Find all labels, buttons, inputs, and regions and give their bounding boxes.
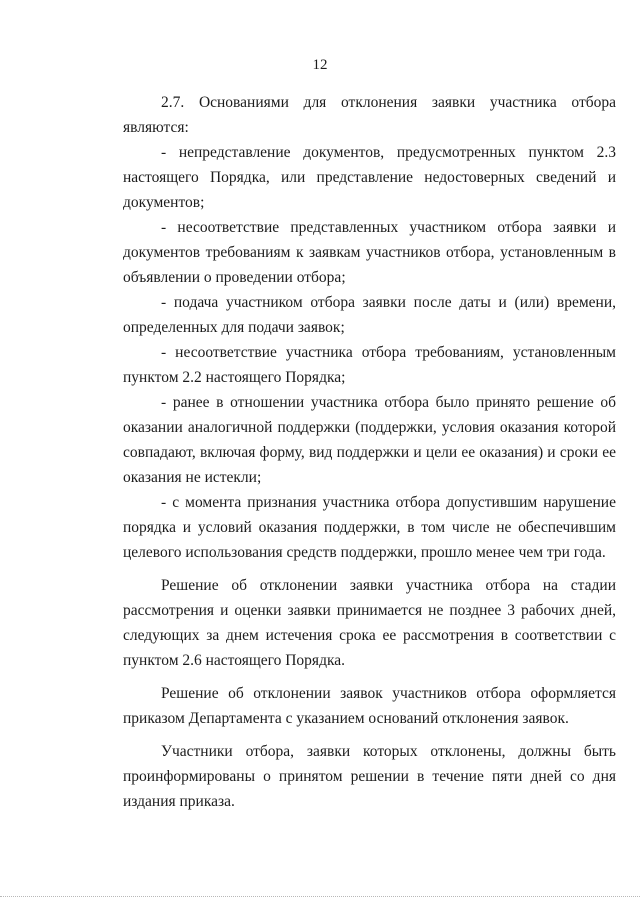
scan-edge-divider xyxy=(0,896,640,897)
document-body xyxy=(123,90,616,814)
paragraph: Решение об отклонении заявок участников отбора оформляется приказом Департамента с указанием оснований отклонения заявок. xyxy=(123,685,616,727)
paragraph: Решение об отклонении заявки участника отбора на стадии рассмотрения и оценки заявки принимается не позднее 3 рабочих дней, следующих за днем истечения срока ее рассмотрения в соответствии с пунктом 2.6 настоящего Порядка. xyxy=(123,577,616,669)
list-item: - несоответствие представленных участником отбора заявки и документов требованиям к заявкам участников отбора, установленным в объявлении о проведении отбора; xyxy=(123,219,616,286)
list-item: - подача участником отбора заявки после даты и (или) времени, определенных для подачи заявок; xyxy=(123,294,616,336)
page-number: 12 xyxy=(312,57,328,73)
list-item: - с момента признания участника отбора допустившим нарушение порядка и условий оказания поддержки, в том числе не обеспечившим целевого использования средств поддержки, прошло менее чем три года. xyxy=(123,494,616,561)
section-heading: 2.7. Основаниями для отклонения заявки участника отбора являются: xyxy=(123,94,616,136)
list-item: - ранее в отношении участника отбора было принято решение об оказании аналогичной поддержки (поддержки, условия оказания которой совпадают, включая форму, вид поддержки и цели ее оказания) и сроки ее оказания не истекли; xyxy=(123,394,616,486)
paragraph: Участники отбора, заявки которых отклонены, должны быть проинформированы о принятом решении в течение пяти дней со дня издания приказа. xyxy=(123,743,616,810)
list-item: - несоответствие участника отбора требованиям, установленным пунктом 2.2 настоящего Порядка; xyxy=(123,344,616,386)
list-item: - непредставление документов, предусмотренных пунктом 2.3 настоящего Порядка, или представление недостоверных сведений и документов; xyxy=(123,144,616,211)
